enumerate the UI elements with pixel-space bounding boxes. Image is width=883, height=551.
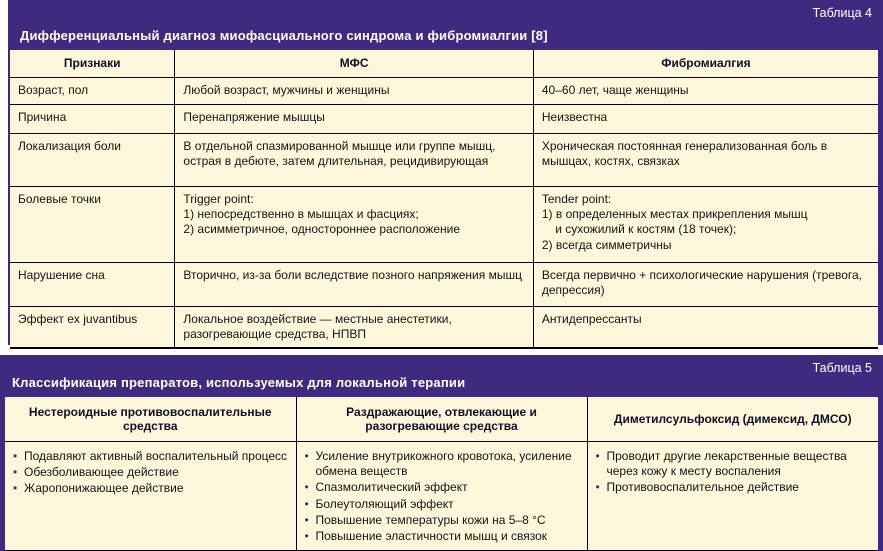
cell-line: 2) асимметричное, одностороннее расположение <box>183 222 460 237</box>
table-row <box>10 186 878 262</box>
bullet-icon: • <box>13 448 18 463</box>
table4-band <box>8 0 883 50</box>
table-row <box>10 133 878 186</box>
cell-line: Локализация боли <box>18 138 122 153</box>
bullet-icon: • <box>304 448 309 463</box>
mfs-cell <box>175 186 533 262</box>
bullet-icon: • <box>595 480 600 495</box>
fibromyalgia-cell <box>533 186 878 262</box>
cell-line: Возраст, пол <box>18 82 89 97</box>
table-row <box>10 306 878 348</box>
fibromyalgia-cell <box>533 262 878 306</box>
cell-line: Нарушение сна <box>18 267 105 282</box>
feature-cell <box>10 77 175 104</box>
cell-line: Причина <box>18 109 67 124</box>
cell-line: Локальное воздействие — местные анестетики, разогревающие средства, НПВП <box>183 311 456 341</box>
bullet-item <box>13 449 288 464</box>
fibromyalgia-cell <box>533 104 878 133</box>
feature-cell <box>10 133 175 186</box>
bullet-item <box>305 480 579 495</box>
feature-cell <box>10 104 175 133</box>
bullet-icon: • <box>304 496 309 511</box>
bullet-item <box>305 449 579 480</box>
bullet-icon: • <box>13 464 18 479</box>
bullet-text: Усиление внутрикожного кровотока, усиление обмена веществ <box>315 448 572 478</box>
table-row <box>10 104 878 133</box>
bullet-text: Болеутоляющий эффект <box>315 496 454 511</box>
bullet-text: Спазмолитический эффект <box>315 480 468 495</box>
fibromyalgia-cell <box>533 77 878 104</box>
bullet-icon: • <box>304 480 309 495</box>
cell-line: и сухожилий к костям (18 точек); <box>541 222 737 237</box>
bullet-item <box>305 529 579 544</box>
table5-column-header-3: Диметилсульфоксид (димексид, ДМСО) <box>587 397 878 441</box>
cell-line: Хроническая постоянная генерализованная боль в мышцах, костях, связках <box>541 138 831 168</box>
bullet-item <box>305 497 579 512</box>
fibromyalgia-cell <box>533 306 878 348</box>
table-row <box>10 77 878 104</box>
cell-line: В отдельной спазмированной мышце или группе мышц, острая в дебюте, затем длительная, рецидивирующая <box>183 138 499 168</box>
cell-line: Эффект ex juvantibus <box>18 311 138 326</box>
feature-cell <box>10 306 175 348</box>
bullet-icon: • <box>304 529 309 544</box>
cell-line: Trigger point: <box>183 191 254 206</box>
bullet-item <box>305 513 579 528</box>
cell-line: Вторично, из-за боли вследствие позного напряжения мышц <box>183 267 522 282</box>
feature-cell <box>10 262 175 306</box>
table5-number-label: Таблица 5 <box>812 361 872 375</box>
bullet-text: Жаропонижающее действие <box>24 481 184 496</box>
bullet-item <box>13 465 288 480</box>
feature-cell <box>10 186 175 262</box>
cell-line: Неизвестна <box>541 109 608 124</box>
cell-line: Всегда первично + психологические нарушения (тревога, депрессия) <box>541 267 866 297</box>
bullet-item <box>13 481 288 496</box>
table5 <box>5 397 878 551</box>
table5-column-cell-1 <box>5 441 296 550</box>
mfs-cell <box>175 262 533 306</box>
cell-line: Любой возраст, мужчины и женщины <box>183 82 390 97</box>
table4 <box>10 50 878 349</box>
fibromyalgia-cell <box>533 133 878 186</box>
bullet-item <box>596 449 871 480</box>
mfs-cell <box>175 306 533 348</box>
table4-header-row <box>10 50 878 77</box>
table5-column-header-1: Нестероидные противовоспалительные средства <box>5 397 296 441</box>
table5-title: Классификация препаратов, используемых для локальной терапии <box>12 375 466 390</box>
bullet-text: Проводит другие лекарственные вещества через кожу к месту воспаления <box>606 448 847 478</box>
table5-block <box>0 355 883 551</box>
mfs-cell <box>175 133 533 186</box>
table4-number-label: Таблица 4 <box>812 6 872 20</box>
table4-column-header-1: Признаки <box>10 50 175 77</box>
table5-header-row <box>5 397 878 441</box>
table5-column-header-2: Раздражающие, отвлекающие и разогревающие средства <box>296 397 587 441</box>
cell-line: 1) в определенных местах прикрепления мышц <box>541 206 808 221</box>
bullet-text: Противовоспалительное действие <box>606 480 799 495</box>
cell-line: Tender point: <box>541 191 612 206</box>
bullet-item <box>596 480 871 495</box>
table4-column-header-2: МФС <box>175 50 533 77</box>
table5-column-cell-3 <box>587 441 878 550</box>
cell-line: 1) непосредственно в мышцах и фасциях; <box>183 206 419 221</box>
cell-line: 2) всегда симметричны <box>541 237 672 252</box>
table4-title: Дифференциальный диагноз миофасциального синдрома и фибромиалгии [8] <box>20 28 548 43</box>
table4-column-header-3: Фибромиалгия <box>533 50 878 77</box>
bullet-text: Обезболивающее действие <box>24 464 179 479</box>
table5-column-cell-2 <box>296 441 587 550</box>
table4-block <box>8 0 883 345</box>
bullet-text: Повышение температуры кожи на 5–8 °C <box>315 512 546 527</box>
cell-line: Болевые точки <box>18 191 101 206</box>
table5-content-row <box>5 441 878 550</box>
bullet-text: Подавляют активный воспалительный процесс <box>24 448 288 463</box>
mfs-cell <box>175 104 533 133</box>
bullet-icon: • <box>304 512 309 527</box>
cell-line: Перенапряжение мышцы <box>183 109 325 124</box>
table-row <box>10 262 878 306</box>
bullet-icon: • <box>13 481 18 496</box>
table5-band <box>0 355 883 397</box>
mfs-cell <box>175 77 533 104</box>
bullet-text: Повышение эластичности мышц и связок <box>315 529 548 544</box>
cell-line: 40–60 лет, чаще женщины <box>541 82 689 97</box>
bullet-icon: • <box>595 448 600 463</box>
cell-line: Антидепрессанты <box>541 311 642 326</box>
